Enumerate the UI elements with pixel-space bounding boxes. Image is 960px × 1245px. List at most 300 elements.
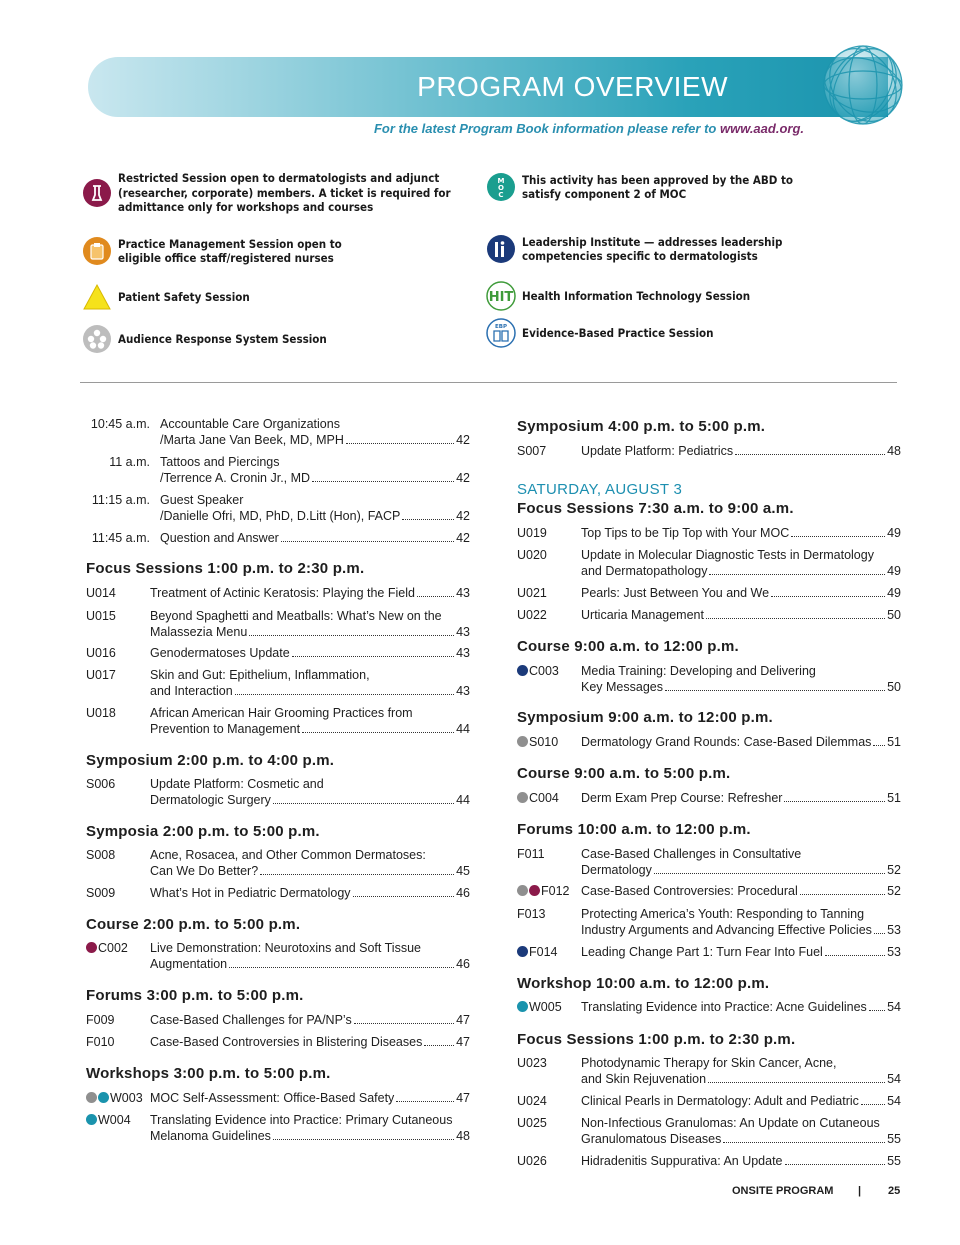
session-code bbox=[517, 664, 559, 680]
session-title-text: Genodermatoses Update bbox=[150, 646, 290, 660]
dot-leader bbox=[791, 536, 885, 537]
session-title-line bbox=[150, 1129, 470, 1145]
session-title-text: Dermatology bbox=[581, 862, 652, 877]
dot-leader bbox=[260, 874, 454, 875]
page-reference: 43 bbox=[456, 646, 470, 660]
session-code-text: U023 bbox=[517, 1056, 547, 1070]
dot-leader bbox=[302, 732, 454, 733]
page-reference: 52 bbox=[887, 862, 901, 877]
session-code-text: F011 bbox=[517, 847, 545, 861]
section-heading bbox=[86, 560, 364, 577]
session-title-text: and Dermatopathology bbox=[581, 563, 708, 578]
legend-text: Audience Response System Session bbox=[118, 331, 327, 346]
session-title-text: Top Tips to be Tip Top with Your MOC bbox=[581, 526, 790, 540]
session-code-text: S007 bbox=[517, 444, 547, 458]
dot-leader bbox=[354, 1023, 454, 1024]
session-title[interactable] bbox=[581, 1000, 901, 1016]
session-title-text: Treatment of Actinic Keratosis: Playing the Field bbox=[150, 586, 415, 600]
session-title[interactable] bbox=[150, 848, 470, 879]
section-label: Symposia bbox=[86, 823, 159, 840]
legend-leadership-institute bbox=[486, 234, 856, 264]
session-code-text: U025 bbox=[517, 1116, 547, 1130]
page-reference: 47 bbox=[456, 1091, 470, 1105]
session-title-line bbox=[581, 564, 901, 580]
session-title-line bbox=[581, 526, 901, 542]
session-title[interactable] bbox=[150, 1013, 470, 1029]
session-title-text: Key Messages bbox=[581, 679, 663, 694]
svg-text:EBP: EBP bbox=[495, 324, 507, 330]
dot-leader bbox=[292, 656, 454, 657]
section-label: Workshops bbox=[86, 1065, 170, 1082]
session-title[interactable] bbox=[581, 444, 901, 460]
entry-title-line bbox=[160, 531, 470, 547]
session-title-line bbox=[150, 864, 470, 880]
session-code-text: U019 bbox=[517, 526, 547, 540]
session-title-text: Industry Arguments and Advancing Effective Policies bbox=[581, 922, 872, 937]
session-title-line bbox=[150, 668, 470, 684]
session-title-line bbox=[581, 1056, 901, 1072]
section-heading bbox=[517, 821, 751, 838]
entry-title-line bbox=[160, 493, 470, 509]
session-title-text: Hidradenitis Suppurativa: An Update bbox=[581, 1154, 783, 1168]
section-time: 10:00 a.m. to 12:00 p.m. bbox=[591, 975, 770, 992]
section-heading bbox=[517, 1031, 795, 1048]
session-title[interactable] bbox=[150, 586, 470, 602]
session-title[interactable] bbox=[581, 664, 901, 695]
session-title-text: Derm Exam Prep Course: Refresher bbox=[581, 791, 783, 805]
session-code bbox=[86, 1113, 131, 1129]
dot-leader bbox=[723, 1142, 885, 1143]
entry-title[interactable] bbox=[160, 417, 470, 448]
session-title[interactable] bbox=[150, 706, 470, 737]
session-code-text: U020 bbox=[517, 548, 547, 562]
session-title-text: Skin and Gut: Epithelium, Inflammation, bbox=[150, 668, 370, 682]
dot-leader bbox=[424, 1045, 454, 1046]
dot-leader bbox=[869, 1010, 885, 1011]
session-type-dot-icon bbox=[98, 1092, 109, 1103]
footer-label: ONSITE PROGRAM bbox=[732, 1185, 834, 1197]
session-title[interactable] bbox=[581, 526, 901, 542]
page-reference: 48 bbox=[456, 1128, 470, 1143]
section-label: Focus Sessions bbox=[517, 1031, 635, 1048]
session-title-line bbox=[581, 847, 901, 863]
section-label: Focus Sessions bbox=[86, 560, 204, 577]
session-title-line bbox=[581, 444, 901, 460]
session-title-line bbox=[150, 941, 470, 957]
page-reference: 48 bbox=[887, 444, 901, 458]
entry-title[interactable] bbox=[160, 531, 470, 547]
page-reference: 49 bbox=[887, 586, 901, 600]
page-reference: 54 bbox=[887, 1094, 901, 1108]
session-title-text: Update in Molecular Diagnostic Tests in Dermatology bbox=[581, 548, 874, 562]
session-title-line bbox=[581, 1000, 901, 1016]
section-time: 9:00 a.m. to 12:00 p.m. bbox=[569, 638, 739, 655]
session-code bbox=[517, 847, 545, 863]
session-title-line bbox=[150, 848, 470, 864]
legend-patient-safety bbox=[82, 282, 382, 312]
dot-leader bbox=[312, 481, 454, 482]
session-title[interactable] bbox=[581, 735, 901, 751]
entry-title[interactable] bbox=[160, 455, 470, 486]
entry-title-line bbox=[160, 455, 470, 471]
dot-leader bbox=[273, 803, 454, 804]
section-label: Workshop bbox=[517, 975, 592, 992]
session-title[interactable] bbox=[581, 548, 901, 579]
svg-text:O: O bbox=[498, 184, 504, 192]
page-reference: 50 bbox=[887, 679, 901, 694]
session-title-line bbox=[150, 793, 470, 809]
session-title-line bbox=[150, 1113, 470, 1129]
session-title-text: Case-Based Controversies in Blistering Diseases bbox=[150, 1035, 423, 1049]
session-title-text: Malassezia Menu bbox=[150, 624, 248, 639]
legend-audience-response bbox=[82, 324, 382, 354]
session-code bbox=[517, 735, 558, 751]
session-title-text: Augmentation bbox=[150, 956, 228, 971]
entry-time: 10:45 a.m. bbox=[90, 417, 150, 431]
session-title-line bbox=[581, 1094, 901, 1110]
section-label: Symposium bbox=[517, 709, 604, 726]
entry-title-text: Guest Speaker bbox=[160, 493, 244, 507]
header-banner bbox=[88, 57, 888, 117]
page-reference: 55 bbox=[887, 1154, 901, 1168]
legend-text: Restricted Session open to dermatologists and adjunct (researcher, corporate) members. A ticket is required for admittance only for workshops and courses bbox=[118, 171, 451, 214]
session-title-text: Update Platform: Pediatrics bbox=[581, 444, 734, 458]
page-reference: 50 bbox=[887, 608, 901, 622]
section-time: 2:00 p.m. to 4:00 p.m. bbox=[172, 752, 335, 769]
session-title[interactable] bbox=[581, 847, 901, 878]
entry-title-text: Question and Answer bbox=[160, 531, 279, 545]
page-reference: 44 bbox=[456, 721, 470, 736]
session-code-text: U024 bbox=[517, 1094, 547, 1108]
section-time: 9:00 a.m. to 12:00 p.m. bbox=[603, 709, 773, 726]
session-title-line bbox=[581, 548, 901, 564]
section-heading bbox=[86, 823, 320, 840]
dot-leader bbox=[709, 574, 885, 575]
session-title[interactable] bbox=[150, 1035, 470, 1051]
session-code-text: C003 bbox=[529, 664, 559, 678]
session-title-line bbox=[150, 609, 470, 625]
session-title[interactable] bbox=[581, 884, 901, 900]
section-time: 9:00 a.m. to 5:00 p.m. bbox=[569, 765, 731, 782]
hit-icon bbox=[486, 281, 516, 311]
session-title-text: Photodynamic Therapy for Skin Cancer, Acne, bbox=[581, 1056, 837, 1070]
session-title-text: Live Demonstration: Neurotoxins and Soft Tissue bbox=[150, 941, 421, 955]
page-reference: 43 bbox=[456, 624, 470, 639]
session-title-text: Urticaria Management bbox=[581, 608, 704, 622]
session-code-text: U015 bbox=[86, 609, 116, 623]
dot-leader bbox=[235, 694, 454, 695]
section-heading bbox=[517, 638, 739, 655]
session-title[interactable] bbox=[581, 907, 901, 938]
dot-leader bbox=[771, 596, 885, 597]
page-reference: 53 bbox=[887, 922, 901, 937]
session-code-text: F014 bbox=[529, 945, 558, 959]
section-label: Forums bbox=[517, 821, 574, 838]
session-code bbox=[86, 1035, 115, 1051]
page-reference: 52 bbox=[887, 884, 901, 898]
session-code-text: W003 bbox=[110, 1091, 143, 1105]
page-reference: 46 bbox=[456, 956, 470, 971]
session-title-line bbox=[581, 1154, 901, 1170]
legend-evidence-based bbox=[486, 318, 786, 348]
leadership-institute-icon bbox=[486, 234, 516, 264]
page-reference: 46 bbox=[456, 886, 470, 900]
session-title-text: Clinical Pearls in Dermatology: Adult and Pediatric bbox=[581, 1094, 859, 1108]
section-heading bbox=[86, 1065, 331, 1082]
page-reference: 51 bbox=[887, 791, 901, 805]
session-title[interactable] bbox=[150, 777, 470, 808]
session-title-line bbox=[150, 886, 470, 902]
session-code bbox=[86, 706, 116, 722]
legend-text: Health Information Technology Session bbox=[522, 288, 751, 303]
session-title-line bbox=[150, 957, 470, 973]
session-title[interactable] bbox=[150, 1113, 470, 1144]
entry-title-text: /Terrence A. Cronin Jr., MD bbox=[160, 470, 311, 485]
session-code bbox=[517, 1116, 547, 1132]
session-code bbox=[517, 1154, 547, 1170]
dot-leader bbox=[784, 801, 885, 802]
session-title-line bbox=[150, 1013, 470, 1029]
session-title-line bbox=[581, 1132, 901, 1148]
dot-leader bbox=[417, 596, 454, 597]
section-time: 2:00 p.m. to 5:00 p.m. bbox=[158, 823, 320, 840]
session-title-text: and Interaction bbox=[150, 683, 233, 698]
page-reference: 42 bbox=[456, 531, 470, 545]
dot-leader bbox=[229, 967, 454, 968]
page-reference: 55 bbox=[887, 1131, 901, 1146]
entry-title[interactable] bbox=[160, 493, 470, 524]
session-title-text: Granulomatous Diseases bbox=[581, 1131, 722, 1146]
section-time: 1:00 p.m. to 2:30 p.m. bbox=[634, 1031, 796, 1048]
dot-leader bbox=[873, 745, 885, 746]
section-time: 3:00 p.m. to 5:00 p.m. bbox=[142, 987, 304, 1004]
session-title-line bbox=[150, 646, 470, 662]
session-code-text: W004 bbox=[98, 1113, 131, 1127]
page-reference: 51 bbox=[887, 735, 901, 749]
session-code bbox=[86, 886, 115, 902]
session-code bbox=[86, 1091, 143, 1107]
session-title[interactable] bbox=[581, 608, 901, 624]
session-title-text: Leading Change Part 1: Turn Fear Into Fuel bbox=[581, 945, 823, 959]
session-code-text: U016 bbox=[86, 646, 116, 660]
session-code-text: F010 bbox=[86, 1035, 115, 1049]
section-heading bbox=[517, 418, 765, 435]
section-label: Course bbox=[517, 638, 570, 655]
page-reference: 45 bbox=[456, 863, 470, 878]
session-title-text: Media Training: Developing and Delivering bbox=[581, 664, 816, 678]
session-title-line bbox=[581, 1072, 901, 1088]
session-title[interactable] bbox=[150, 886, 470, 902]
session-title[interactable] bbox=[581, 945, 901, 961]
session-title-line bbox=[581, 884, 901, 900]
page-number: 25 bbox=[888, 1185, 901, 1197]
section-time: 2:00 p.m. to 5:00 p.m. bbox=[138, 916, 301, 933]
session-title-text: African American Hair Grooming Practices from bbox=[150, 706, 413, 720]
dot-leader bbox=[785, 1164, 886, 1165]
session-code-text: U018 bbox=[86, 706, 116, 720]
session-code bbox=[517, 586, 547, 602]
session-type-dot-icon bbox=[517, 885, 528, 896]
section-heading bbox=[86, 752, 334, 769]
session-title-text: Beyond Spaghetti and Meatballs: What’s New on the bbox=[150, 609, 442, 623]
svg-text:HIT: HIT bbox=[488, 290, 514, 305]
dot-leader bbox=[861, 1104, 885, 1105]
section-time: 10:00 a.m. to 12:00 p.m. bbox=[573, 821, 751, 838]
entry-time: 11 a.m. bbox=[109, 455, 150, 469]
session-title-text: Translating Evidence into Practice: Acne Guidelines bbox=[581, 1000, 867, 1014]
entry-title-text: /Danielle Ofri, MD, PhD, D.Litt (Hon), FACP bbox=[160, 508, 401, 523]
session-title-text: Case-Based Controversies: Procedural bbox=[581, 884, 798, 898]
session-title-line bbox=[150, 706, 470, 722]
session-code bbox=[517, 884, 570, 900]
footer-separator: | bbox=[858, 1185, 862, 1197]
entry-title-text: Accountable Care Organizations bbox=[160, 417, 340, 431]
legend-text: Practice Management Session open to eligible office staff/registered nurses bbox=[118, 236, 342, 265]
session-type-dot-icon bbox=[517, 792, 528, 803]
legend-practice-management bbox=[82, 236, 382, 266]
legend-text: This activity has been approved by the ABD to satisfy component 2 of MOC bbox=[522, 172, 794, 201]
session-title-text: Melanoma Guidelines bbox=[150, 1128, 271, 1143]
session-code-text: S006 bbox=[86, 777, 116, 791]
page-reference: 44 bbox=[456, 792, 470, 807]
session-title-text: Dermatology Grand Rounds: Case-Based Dilemmas bbox=[581, 735, 872, 749]
session-title-text: Update Platform: Cosmetic and bbox=[150, 777, 324, 791]
section-label: Forums bbox=[86, 987, 143, 1004]
entry-title-line bbox=[160, 471, 470, 487]
session-title-text: MOC Self-Assessment: Office-Based Safety bbox=[150, 1091, 395, 1105]
page-reference: 42 bbox=[456, 508, 470, 523]
session-title[interactable] bbox=[581, 1056, 901, 1087]
page-reference: 54 bbox=[887, 1071, 901, 1086]
session-code-text: F009 bbox=[86, 1013, 115, 1027]
session-title-line bbox=[150, 722, 470, 738]
section-label: Course bbox=[517, 765, 570, 782]
entry-title-line bbox=[160, 433, 470, 449]
entry-time: 11:15 a.m. bbox=[91, 493, 150, 507]
moc-icon bbox=[486, 172, 516, 202]
session-title-text: Protecting America’s Youth: Responding to Tanning bbox=[581, 907, 865, 921]
entry-title-line bbox=[160, 417, 470, 433]
section-heading bbox=[517, 765, 730, 782]
session-title-text: Pearls: Just Between You and We bbox=[581, 586, 770, 600]
session-title-line bbox=[581, 923, 901, 939]
session-title-text: Non-Infectious Granulomas: An Update on Cutaneous bbox=[581, 1116, 880, 1130]
section-label: Symposium bbox=[517, 418, 604, 435]
session-type-dot-icon bbox=[86, 942, 97, 953]
session-title[interactable] bbox=[150, 646, 470, 662]
dot-leader bbox=[654, 873, 885, 874]
session-title[interactable] bbox=[150, 1091, 470, 1107]
session-title-text: Prevention to Management bbox=[150, 721, 301, 736]
dot-leader bbox=[402, 519, 454, 520]
subtitle bbox=[374, 121, 804, 136]
session-type-dot-icon bbox=[517, 1001, 528, 1012]
session-code bbox=[86, 1013, 115, 1029]
divider bbox=[80, 382, 897, 383]
section-label: Course bbox=[86, 916, 139, 933]
session-title[interactable] bbox=[581, 1116, 901, 1147]
dot-leader bbox=[396, 1101, 454, 1102]
entry-time: 11:45 a.m. bbox=[91, 531, 150, 545]
audience-response-icon bbox=[82, 324, 112, 354]
session-title[interactable] bbox=[150, 941, 470, 972]
section-time: 1:00 p.m. to 2:30 p.m. bbox=[203, 560, 365, 577]
section-time: 4:00 p.m. to 5:00 p.m. bbox=[603, 418, 766, 435]
session-title-text: What’s Hot in Pediatric Dermatology bbox=[150, 886, 351, 900]
entry-title-text: Tattoos and Piercings bbox=[160, 455, 280, 469]
session-code-text: S009 bbox=[86, 886, 116, 900]
session-title-line bbox=[150, 625, 470, 641]
session-title-text: Can We Do Better? bbox=[150, 863, 259, 878]
session-code bbox=[517, 945, 558, 961]
session-type-dot-icon bbox=[517, 665, 528, 676]
ebp-icon bbox=[486, 318, 516, 348]
session-title-line bbox=[581, 907, 901, 923]
session-title[interactable] bbox=[581, 1154, 901, 1170]
dot-leader bbox=[273, 1139, 454, 1140]
session-code bbox=[517, 1056, 547, 1072]
session-title-line bbox=[150, 777, 470, 793]
session-code bbox=[86, 586, 116, 602]
legend-moc bbox=[486, 172, 826, 202]
session-code bbox=[86, 609, 116, 625]
session-title[interactable] bbox=[581, 1094, 901, 1110]
section-time: 7:30 a.m. to 9:00 a.m. bbox=[634, 500, 794, 517]
page-reference: 54 bbox=[887, 1000, 901, 1014]
session-code-text: S008 bbox=[86, 848, 116, 862]
session-title-text: Case-Based Challenges in Consultative bbox=[581, 847, 802, 861]
page-reference: 47 bbox=[456, 1035, 470, 1049]
session-type-dot-icon bbox=[86, 1092, 97, 1103]
page-reference: 43 bbox=[456, 586, 470, 600]
section-heading bbox=[517, 500, 794, 517]
dot-leader bbox=[735, 454, 885, 455]
session-title-line bbox=[581, 664, 901, 680]
page-reference: 53 bbox=[887, 945, 901, 959]
session-title[interactable] bbox=[150, 609, 470, 640]
session-code bbox=[517, 444, 546, 460]
dot-leader bbox=[706, 618, 885, 619]
session-title[interactable] bbox=[150, 668, 470, 699]
session-code-text: U017 bbox=[86, 668, 116, 682]
entry-title-text: /Marta Jane Van Beek, MD, MPH bbox=[160, 432, 344, 447]
session-code-text: S010 bbox=[529, 735, 559, 749]
session-title[interactable] bbox=[581, 586, 901, 602]
session-title-line bbox=[581, 1116, 901, 1132]
session-title-line bbox=[581, 680, 901, 696]
session-title-line bbox=[150, 1091, 470, 1107]
session-title[interactable] bbox=[581, 791, 901, 807]
entry-title-line bbox=[160, 509, 470, 525]
section-heading bbox=[86, 987, 304, 1004]
day-heading: SATURDAY, AUGUST 3 bbox=[517, 481, 683, 498]
session-code-text: U022 bbox=[517, 608, 547, 622]
legend-text: Leadership Institute — addresses leadership competencies specific to dermatologists bbox=[522, 234, 783, 263]
session-title-line bbox=[581, 608, 901, 624]
session-title-line bbox=[150, 586, 470, 602]
practice-management-icon bbox=[82, 236, 112, 266]
section-heading bbox=[517, 975, 769, 992]
session-title-text: Dermatologic Surgery bbox=[150, 792, 271, 807]
session-type-dot-icon bbox=[517, 946, 528, 957]
session-title-line bbox=[150, 684, 470, 700]
session-type-dot-icon bbox=[86, 1114, 97, 1125]
patient-safety-icon bbox=[82, 282, 112, 312]
page-reference: 42 bbox=[456, 432, 470, 447]
session-code bbox=[86, 668, 116, 684]
website-link[interactable]: www.aad.org. bbox=[719, 121, 804, 136]
session-code-text: C004 bbox=[529, 791, 559, 805]
